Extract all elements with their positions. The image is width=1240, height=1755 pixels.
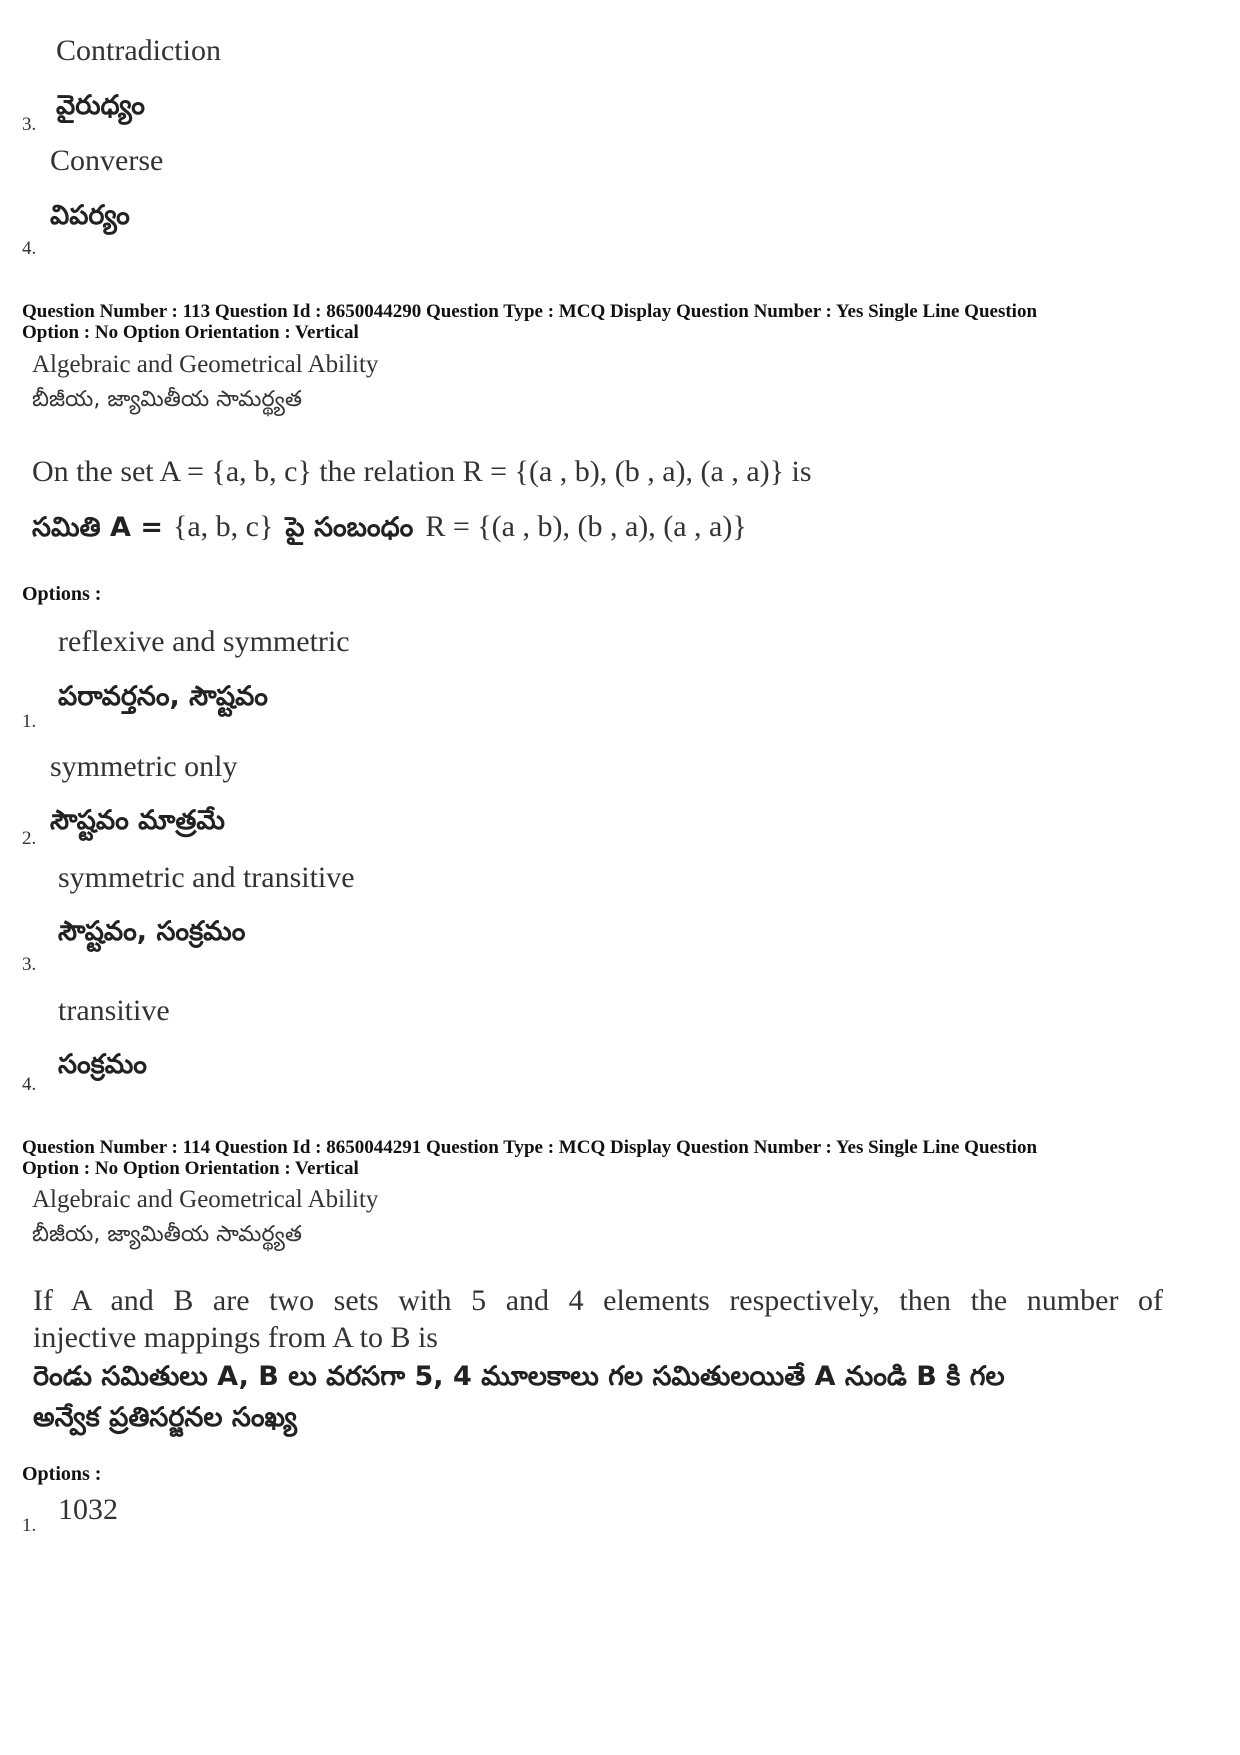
q113-subject-te: బీజీయ, జ్యామితీయ సామర్థ్యత <box>32 387 302 412</box>
q114-question-te-line1: రెండు సమితులు A, B లు వరసగా 5, 4 మూలకాలు గల సమితులయితే A నుండి B కి గల <box>33 1361 1005 1392</box>
q113-option-4-text-te: సంక్రమం <box>58 1049 147 1080</box>
q113-option-4-number: 4. <box>22 1074 37 1095</box>
q113-meta-line1: Question Number : 113 Question Id : 8650044290 Question Type : MCQ Display Question Number : Yes Single Line Question <box>22 301 1038 322</box>
q113-question-te-relation: R = {(a , b), (b , a), (a , a)} <box>425 510 747 543</box>
q113-question-en: On the set A = {a, b, c} the relation R = {(a , b), (b , a), (a , a)} is <box>32 455 812 488</box>
q113-option-1-text-en: reflexive and symmetric <box>58 625 350 658</box>
q113-option-1-text-te: పరావర్తనం, సౌష్టవం <box>58 681 268 712</box>
prev-option-3-text-te: వైరుధ్యం <box>56 90 145 121</box>
q113-option-2-text-te: సౌష్టవం మాత్రమే <box>50 805 225 836</box>
prev-option-4-text-en: Converse <box>50 144 164 177</box>
q113-option-3-text-te: సౌష్టవం, సంక్రమం <box>58 916 246 947</box>
prev-option-3-text-en: Contradiction <box>56 34 221 67</box>
q114-subject-en: Algebraic and Geometrical Ability <box>32 1186 379 1213</box>
q113-option-4-text-en: transitive <box>58 994 170 1027</box>
q114-question-en-line1: If A and B are two sets with 5 and 4 elements respectively, then the number of <box>33 1284 1163 1317</box>
q114-question-te-line2: అన్వేక ప్రతిసర్జనల సంఖ్య <box>33 1402 297 1433</box>
prev-option-4-text-te: విపర్యం <box>50 200 130 231</box>
q113-question-te-set: {a, b, c} <box>172 510 274 543</box>
q114-option-1-number: 1. <box>22 1515 37 1536</box>
prev-option-3-number: 3. <box>22 114 37 135</box>
q114-meta-line2: Option : No Option Orientation : Vertical <box>22 1158 359 1179</box>
q113-option-3-number: 3. <box>22 954 37 975</box>
q113-question-te-prefix: సమితి A = <box>32 512 163 543</box>
q113-options-label: Options : <box>22 583 102 605</box>
q114-subject-te: బీజీయ, జ్యామితీయ సామర్థ్యత <box>32 1222 302 1247</box>
q113-subject-en: Algebraic and Geometrical Ability <box>32 351 379 378</box>
q114-meta-line1: Question Number : 114 Question Id : 8650044291 Question Type : MCQ Display Question Number : Yes Single Line Question <box>22 1137 1038 1158</box>
q113-option-1-number: 1. <box>22 711 37 732</box>
q113-option-2-text-en: symmetric only <box>50 750 238 783</box>
q114-meta <box>22 1137 1202 1179</box>
q113-meta <box>22 301 1202 343</box>
q114-options-label: Options : <box>22 1463 102 1485</box>
prev-option-4-number: 4. <box>22 238 37 259</box>
q113-option-3-text-en: symmetric and transitive <box>58 861 355 894</box>
q113-question-te <box>32 510 747 550</box>
q113-meta-line2: Option : No Option Orientation : Vertical <box>22 322 359 343</box>
q114-question-en-line2: injective mappings from A to B is <box>33 1321 438 1354</box>
q113-question-te-mid: పై సంబంధం <box>285 512 414 543</box>
q113-option-2-number: 2. <box>22 828 37 849</box>
q114-option-1-text-en: 1032 <box>58 1493 118 1526</box>
